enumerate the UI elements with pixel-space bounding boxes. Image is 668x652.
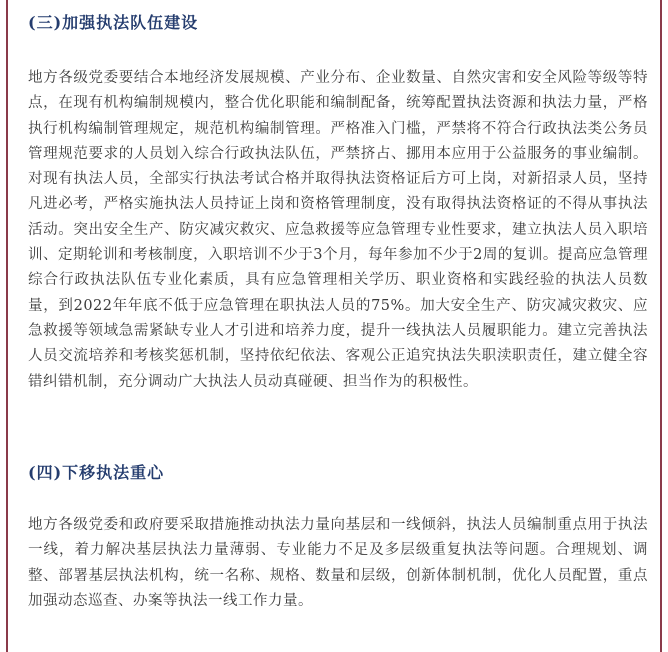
document-frame — [6, 0, 662, 652]
section-heading-3: (三)加强执法队伍建设 — [28, 13, 199, 32]
section-paragraph-3: 地方各级党委要结合本地经济发展规模、产业分布、企业数量、自然灾害和安全风险等级等特点，在现有机构编制规模内，整合优化职能和编制配备，统筹配置执法资源和执法力量，严格执行机构编制管理规定，规范机构编制管理。严格准入门槛，严禁将不符合行政执法类公务员管理规范要求的人员划入综合行政执法队伍，严禁挤占、挪用本应用于公益服务的事业编制。对现有执法人员，全部实行执法考试合格并取得执法资格证后方可上岗，对新招录人员，坚持凡进必考，严格实施执法人员持证上岗和资格管理制度，没有取得执法资格证的不得从事执法活动。突出安全生产、防灾减灾救灾、应急救援等应急管理专业性要求，建立执法人员入职培训、定期轮训和考核制度，入职培训不少于3个月，每年参加不少于2周的复训。提高应急管理综合行政执法队伍专业化素质，具有应急管理相关学历、职业资格和实践经验的执法人员数量，到2022年年底不低于应急管理在职执法人员的75%。加大安全生产、防灾减灾救灾、应急救援等领域急需紧缺专业人才引进和培养力度，提升一线执法人员履职能力。建立完善执法人员交流培养和考核奖惩机制，坚持依纪依法、客观公正追究执法失职渎职责任，建立健全容错纠错机制，充分调动广大执法人员动真碰硬、担当作为的积极性。 — [28, 70, 648, 390]
section-paragraph-4: 地方各级党委和政府要采取措施推动执法力量向基层和一线倾斜，执法人员编制重点用于执法一线，着力解决基层执法力量薄弱、专业能力不足及多层级重复执法等问题。合理规划、调整、部署基层执法机构，统一名称、规格、数量和层级，创新体制机制，优化人员配置，重点加强动态巡查、办案等执法一线工作力量。 — [28, 517, 648, 609]
section-heading-4: (四)下移执法重心 — [28, 463, 165, 482]
